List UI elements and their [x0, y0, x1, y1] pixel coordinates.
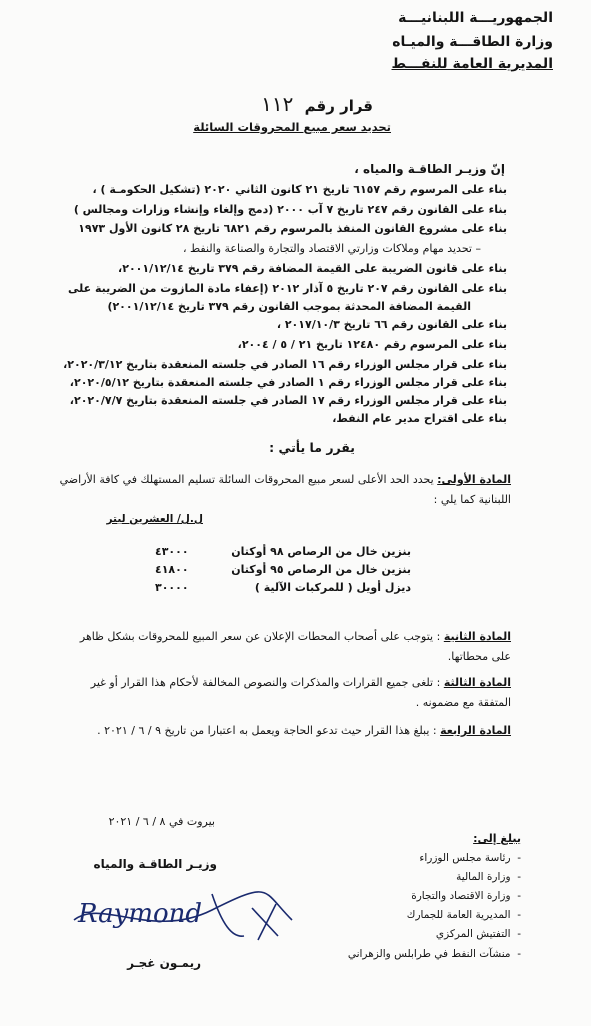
preamble-line: القيمة المضافة المحدثة بموجب القانون رقم ٣٧٩ تاريخ ٢٠٠١/١٢/١٤): [107, 300, 471, 313]
product-name: بنزين خال من الرصاص ٩٥ أوكتان: [231, 563, 411, 576]
product-price: ٤١٨٠٠: [155, 563, 189, 576]
distribution-item: - رئاسة مجلس الوزراء: [419, 852, 521, 864]
preamble-line: بناء على اقتراح مدير عام النفط،: [332, 412, 507, 425]
product-price: ٣٠٠٠٠: [155, 581, 189, 594]
article-3-text: : تلغى جميع القرارات والمذكرات والنصوص المخالفة لأحكام هذا القرار أو غير: [90, 676, 441, 689]
distribution-item-label: رئاسة مجلس الوزراء: [419, 852, 511, 864]
article-2-text: : يتوجب على أصحاب المحطات الإعلان عن سعر المبيع للمحروقات بشكل ظاهر: [79, 630, 441, 643]
distribution-title: يبلغ إلى:: [473, 832, 521, 845]
distribution-item: - المديرية العامة للجمارك: [406, 909, 521, 921]
preamble-line: بناء على قرار مجلس الوزراء رقم ١٦ الصادر في جلسته المنعقدة بتاريخ ٢٠٢٠/٣/١٢،: [63, 358, 507, 371]
article-3-title: المادة الثالثة: [443, 676, 511, 689]
article-1-title: المادة الأولى:: [437, 473, 511, 486]
article-1-line1: [60, 473, 511, 486]
header-directorate: المديرية العامة للنفـــط: [391, 56, 553, 72]
product-name: ديزل أويل ( للمركبات الآلية ): [254, 581, 411, 594]
decision-number-value: ١١٢: [261, 92, 294, 116]
distribution-item: - التفتيش المركزي: [435, 928, 521, 940]
article-1-text: يحدد الحد الأعلى لسعر مبيع المحروقات السائلة تسليم المستهلك في كافة الأراضي: [59, 473, 434, 486]
article-4-title: المادة الرابعة: [440, 724, 511, 737]
article-3-line1: [91, 676, 511, 689]
preamble-line: بناء على القانون رقم ٦٦ تاريخ ٢٠١٧/١٠/٣ ،: [276, 318, 507, 331]
distribution-item-label: التفتيش المركزي: [435, 928, 511, 940]
preamble-line: بناء على قانون الضريبة على القيمة المضافة رقم ٣٧٩ تاريخ ٢٠٠١/١٢/١٤،: [118, 262, 507, 275]
minister-name: ريمـون غجـر: [127, 956, 201, 970]
distribution-item-label: وزارة الاقتصاد والتجارة: [411, 890, 511, 902]
signature-mark: [62, 880, 322, 952]
distribution-item-label: المديرية العامة للجمارك: [406, 909, 511, 921]
signature: [62, 880, 322, 952]
header-republic: الجمهوريـــة اللبنانيـــة: [398, 10, 553, 26]
preamble-line: بناء على المرسوم رقم ٦١٥٧ تاريخ ٢١ كانون الثاني ٢٠٢٠ (تشكيل الحكومـة ) ،: [92, 183, 507, 196]
article-3-line2: المتفقة مع مضمونه .: [415, 696, 511, 709]
distribution-item-label: منشآت النفط في طرابلس والزهراني: [347, 948, 511, 960]
preamble-line: بناء على قرار مجلس الوزراء رقم ١٧ الصادر في جلسته المنعقدة بتاريخ ٢٠٢٠/٧/٧،: [69, 394, 507, 407]
minister-intro: إنّ وزيـر الطاقـة والمياه ،: [354, 162, 505, 176]
decision-subject: تحديد سعر مبيع المحروقات السائلة: [193, 120, 391, 134]
distribution-item: - وزارة الاقتصاد والتجارة: [411, 890, 521, 902]
product-price: ٤٣٠٠٠: [155, 545, 189, 558]
signature-text: Raymond: [78, 899, 203, 929]
distribution-item-label: وزارة المالية: [456, 871, 511, 883]
distribution-item: - منشآت النفط في طرابلس والزهراني: [347, 948, 521, 960]
preamble-line: – تحديد مهام وملاكات وزارتي الاقتصاد والتجارة والصناعة والنفط ،: [182, 242, 481, 255]
place-date: بيروت في ٨ / ٦ / ٢٠٢١: [108, 815, 215, 828]
article-1-line2: اللبنانية كما يلي :: [433, 493, 511, 506]
minister-title: وزيـر الطاقـة والمياه: [93, 857, 217, 871]
preamble-line: بناء على المرسوم رقم ١٢٤٨٠ تاريخ ٢١ / ٥ / ٢٠٠٤،: [237, 338, 507, 351]
preamble-line: بناء على قرار مجلس الوزراء رقم ١ الصادر في جلسته المنعقدة بتاريخ ٢٠٢٠/٥/١٢،: [69, 376, 507, 389]
article-2-line2: على محطاتها.: [447, 650, 511, 663]
article-4-line: [97, 724, 511, 737]
preamble-line: بناء على القانون رقم ٢٠٧ تاريخ ٥ آذار ٢٠١٢ (إعفاء مادة المازوت من الضريبة على: [68, 282, 507, 295]
decision-number-label: قرار رقم: [304, 97, 373, 115]
preamble-line: بناء على مشروع القانون المنفذ بالمرسوم رقم ٦٨٢١ تاريخ ٢٨ كانون الأول ١٩٧٣: [78, 222, 507, 235]
article-4-text: : يبلغ هذا القرار حيث تدعو الحاجة ويعمل به اعتبارا من تاريخ ٩ / ٦ / ٢٠٢١ .: [97, 724, 437, 737]
header-ministry: وزارة الطاقـــة والميـاه: [392, 34, 553, 50]
price-unit: ل.ل/ العشرين ليتر: [106, 513, 203, 525]
product-name: بنزين خال من الرصاص ٩٨ أوكتان: [231, 545, 411, 558]
article-2-title: المادة الثانية: [443, 630, 511, 643]
article-2-line1: [80, 630, 511, 643]
decides-heading: يقرر ما يأتي :: [269, 440, 355, 455]
distribution-item: - وزارة المالية: [456, 871, 521, 883]
decision-number: [261, 92, 373, 116]
preamble-line: بناء على القانون رقم ٢٤٧ تاريخ ٧ آب ٢٠٠٠ (دمج وإلغاء وإنشاء وزارات ومجالس ): [73, 203, 507, 216]
